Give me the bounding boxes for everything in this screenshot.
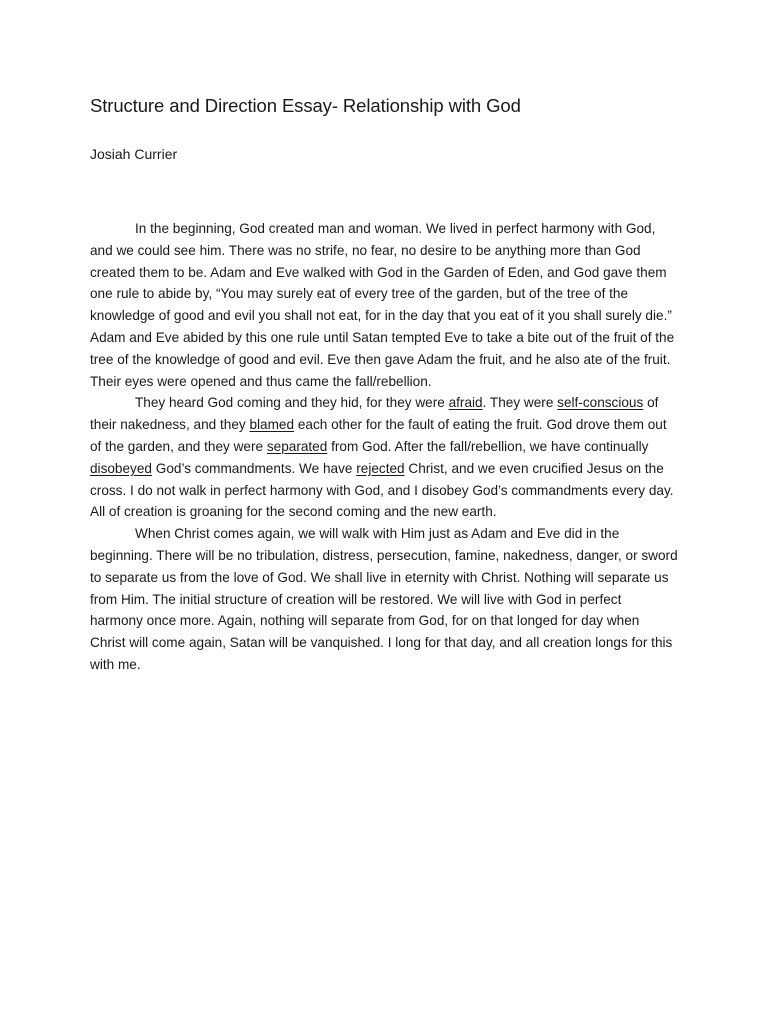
paragraph-2-segment: God’s commandments. We have	[151, 460, 357, 476]
paragraph-2-segment: . They were	[482, 395, 558, 411]
underlined-word-blamed: blamed	[249, 417, 295, 433]
paragraph-1: In the beginning, God created man and woman. We lived in perfect harmony with God, and we could see him. There was no strife, no fear, no desire to be anything more than God created them to be. Adam and Eve walked with God in the Garden of Eden, and God gave them one rule to abide by, “You may surely eat of every tree of the garden, but of the tree of the knowledge of good and evil you shall not eat, for in the day that you eat of it you shall surely die.” Adam and Eve abided by this one rule until Satan tempted Eve to take a bite out of the fruit of the tree of the knowledge of good and evil. Eve then gave Adam the fruit, and he also ate of the fruit. Their eyes were opened and thus came the fall/rebellion.	[90, 221, 675, 389]
paragraph-2	[90, 392, 678, 523]
underlined-word-rejected: rejected	[356, 460, 405, 476]
paragraph-3: When Christ comes again, we will walk with Him just as Adam and Eve did in the beginning. There will be no tribulation, distress, persecution, famine, nakedness, danger, or sword to separate us from the love of God. We shall live in eternity with Christ. Nothing will separate us from Him. The initial structure of creation will be restored. We will live with God in perfect harmony once more. Again, nothing will separate from God, for on that longed for day when Christ will come again, Satan will be vanquished. I long for that day, and all creation longs for this with me.	[90, 526, 678, 672]
underlined-word-afraid: afraid	[448, 395, 483, 411]
paragraph-2-segment: They heard God coming and they hid, for they were	[135, 395, 449, 411]
underlined-word-separated: separated	[266, 438, 328, 454]
underlined-word-self-conscious: self-conscious	[557, 395, 644, 411]
author-name: Josiah Currier	[90, 146, 178, 162]
paragraph-2-segment: of their nakedness, and they	[90, 395, 659, 433]
underlined-word-disobeyed: disobeyed	[90, 460, 152, 476]
document-title: Structure and Direction Essay- Relationship with God	[90, 95, 521, 116]
paragraph-2-segment: each other for the fault of eating the fruit. God drove them out of the garden, and they were	[90, 417, 667, 454]
essay-body	[90, 218, 678, 676]
paragraph-2-segment: from God. After the fall/rebellion, we have continually	[327, 438, 649, 454]
paragraph-2-segment: Christ, and we even crucified Jesus on the cross. I do not walk in perfect harmony with God, and I disobey God’s commandments every day. All of creation is groaning for the second coming and the new earth.	[90, 460, 674, 520]
